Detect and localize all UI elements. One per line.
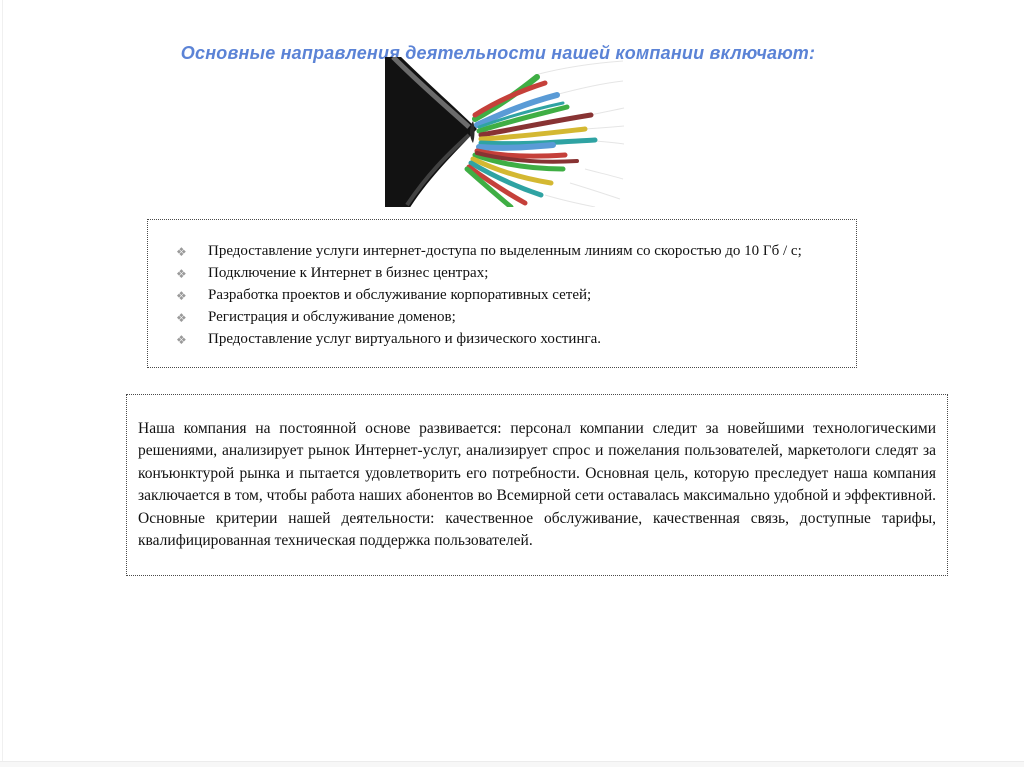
- list-item-text: Предоставление услуг виртуального и физического хостинга.: [208, 331, 602, 347]
- list-item-text: Регистрация и обслуживание доменов;: [208, 309, 456, 325]
- diamond-bullet-icon: ❖: [176, 311, 187, 325]
- slide-title: Основные направления деятельности нашей компании включают:: [180, 43, 816, 64]
- bottom-strip: [0, 761, 1024, 767]
- about-box: [126, 394, 948, 576]
- services-box: [147, 219, 857, 368]
- list-item: [148, 328, 846, 350]
- fiber-optic-cable-image: [385, 57, 625, 207]
- list-item: [148, 306, 846, 328]
- list-item: [148, 240, 846, 262]
- about-paragraph: Наша компания на постоянной основе развивается: персонал компании следит за новейшими технологическими решениями, анализирует рынок Интернет-услуг, анализирует спрос и пожелания пользователей, маркетологи следят за конъюнктурой рынка и пытается удовлетворить его потребности. Основная цель, которую преследует наша компания заключается в том, чтобы работа наших абонентов во Всемирной сети оставалась максимально удобной и эффективной. Основные критерии нашей деятельности: качественное обслуживание, качественная связь, доступные тарифы, квалифицированная техническая поддержка пользователей.: [138, 420, 936, 550]
- list-item: [148, 284, 846, 306]
- diamond-bullet-icon: ❖: [176, 289, 187, 303]
- list-item-text: Предоставление услуги интернет-доступа по выделенным линиям со скоростью до 10 Гб / с;: [208, 243, 802, 259]
- diamond-bullet-icon: ❖: [176, 245, 187, 259]
- list-item: [148, 262, 846, 284]
- left-edge-divider: [2, 0, 3, 767]
- diamond-bullet-icon: ❖: [176, 267, 187, 281]
- services-list: [148, 220, 856, 350]
- list-item-text: Разработка проектов и обслуживание корпоративных сетей;: [208, 287, 592, 303]
- list-item-text: Подключение к Интернет в бизнес центрах;: [208, 265, 489, 281]
- diamond-bullet-icon: ❖: [176, 333, 187, 347]
